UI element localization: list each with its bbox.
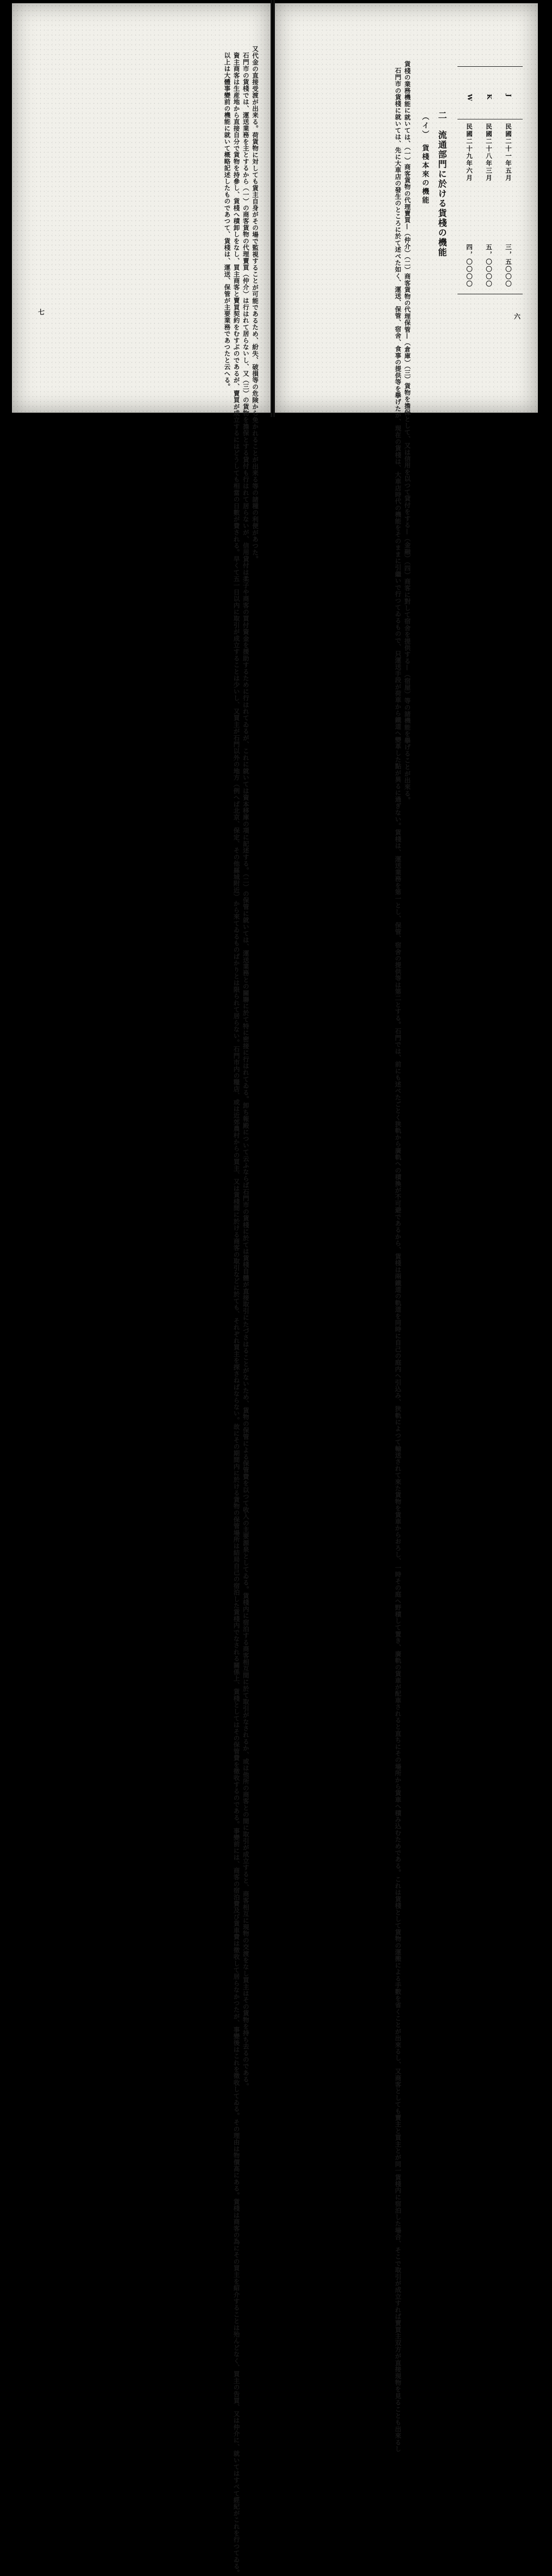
info-date: 民國二十九年六月	[466, 123, 473, 182]
left-page-number: 七	[38, 308, 45, 316]
left-page-body	[26, 46, 260, 2576]
left-paragraph: 石門市の貨棧では、運送業務を主とするから（一）の商客貨物の代理賣買（仲介）は行はれて居らないし、又（三）の貨物を擔保とする貸付も行はれて居らないが、信用貸付は柔子や商客の買付資金を援助するために行はれてゐるが、これに就いては資本移庫の項に記述する。（二）の保管に就いては、運送業務との關聯に於て特に密接に行はれてゐる。卸ち報殿について云ふならば石門市の貨棧に於ては貨棧自體が直接取引にたづさはることがないため、貨物の保管による保管費を以つて收入の主要源泉としてゐる。貨棧内に宿泊する商客相互間に於て取引がなされるか、或は他所の商客との間に取引が成立すると、商客相互に現物の交渡をなし買主はその貨物を持ち去るのである。	[242, 52, 250, 2089]
right-page-body	[284, 61, 412, 2452]
info-value: 五，〇〇〇〇	[485, 244, 493, 288]
right-paragraph: 石門市の貨棧に就いては、先に大車店の發生のところに於て述べた如く、運送、保管、宿舍、食事の提供等を擧げたが、現在の貨棧は、大車店時代の機能をそのままに引繼いで行つてゐるもので、只運送手段が荷車から鐵道へ變革した點が異るに過ぎない。貨棧は、運送業務を第一とし、保管、宿舍の提供等は第二とする。石門では、前にも述べたごとく狭軌から廣軌への積換が不可避であるから、貨棧は兩鐵道の軌道を同時に自己の庭内へ引込み、狭軌によつて輸送されて來た貨物を貨車からおろし、一時その庭へ野積して置き、廣軌の貨車が配車されると直ちにその場所から貨車へ積み込むためである。これは貨棧として貨物の運搬による手數を省くことが出來るし、又商客としても賣主と買主とが同一貨棧内に宿泊した場合、そこで取引が成立すれば賣買主双方が直接現物を見ることも出來るし	[394, 67, 402, 2452]
book-spine-line	[272, 0, 273, 417]
info-date: 民國二十八年三月	[485, 123, 493, 182]
sub-heading: （イ） 貨棧本來の機能	[421, 113, 429, 205]
info-value: 三，五〇〇〇	[505, 244, 512, 288]
right-page-number: 六	[514, 313, 521, 320]
section-heading: 二 流通部門に於ける貨棧の機能	[437, 111, 447, 257]
info-row-label: J	[505, 94, 513, 98]
info-row-label: W	[466, 94, 474, 102]
right-paragraph: 貨棧の業務機能に就いては、（一）商客貨物の代理賣買—（仲介）（二）商客貨物の代理保管—（倉庫）（三）貨物を擔保として、又は信用を以つて貸付をする—（金融）（四）商客に對して宿舍を提供する—（宿屋）等の諸機能を擧げることが出來る。	[404, 61, 411, 804]
left-paragraph: 以上は大體事變前の機能に就いて概略記述したものであつて、貨棧は、運送、保管が主要業務であつたと云へる。	[223, 52, 231, 390]
left-paragraph: 資主商客は生産地から直接自分で貨物を持參し、貨棧へ積卸しをなし、買主商客と賣買契約をむすぶのであるが、賣買が成立するにはどうしても相當の日數が費される。早くて五一日以内に取引が成立することは少いし、又買主が石門以外の地方（例へば北京、保定、その他縣城附近）から來てゐるものばかりとは限られて居らない。石門市内の糧店、或は近郊農村からの買主、又は貨棧間に於ける商客の取引などに於ても、それぞれ買主を探さねばならない。故にその期間内に於ける貨物の保管場所は結局自己の宿泊した貨棧内でなされる關係上、貨棧としてはその保管費を徵收するのである。事變前には、商客の宿泊費及び貨車費は徵收して居らなかつたが、事變後はこれを徵收してゐる。その理由は物價高にある。貨棧は商客の為にその買主を紹介することは殆んどなく、買主の告買、又は仲介に、就いてはすべて經紀がこれを行つてゐる。	[233, 52, 241, 2576]
left-paragraph: 又代金の直接受渡が出来る。荷貨物に対しても貨主自身がその場で監視することが可能であるため、紛失、破損等の危険から免かれることが出来る等の諸種の利便があつた。	[252, 46, 259, 563]
info-date: 民國二十一年五月	[505, 123, 512, 182]
info-value: 四，〇〇〇〇	[466, 244, 473, 288]
info-row-label: K	[486, 94, 493, 100]
info-table	[457, 66, 523, 294]
